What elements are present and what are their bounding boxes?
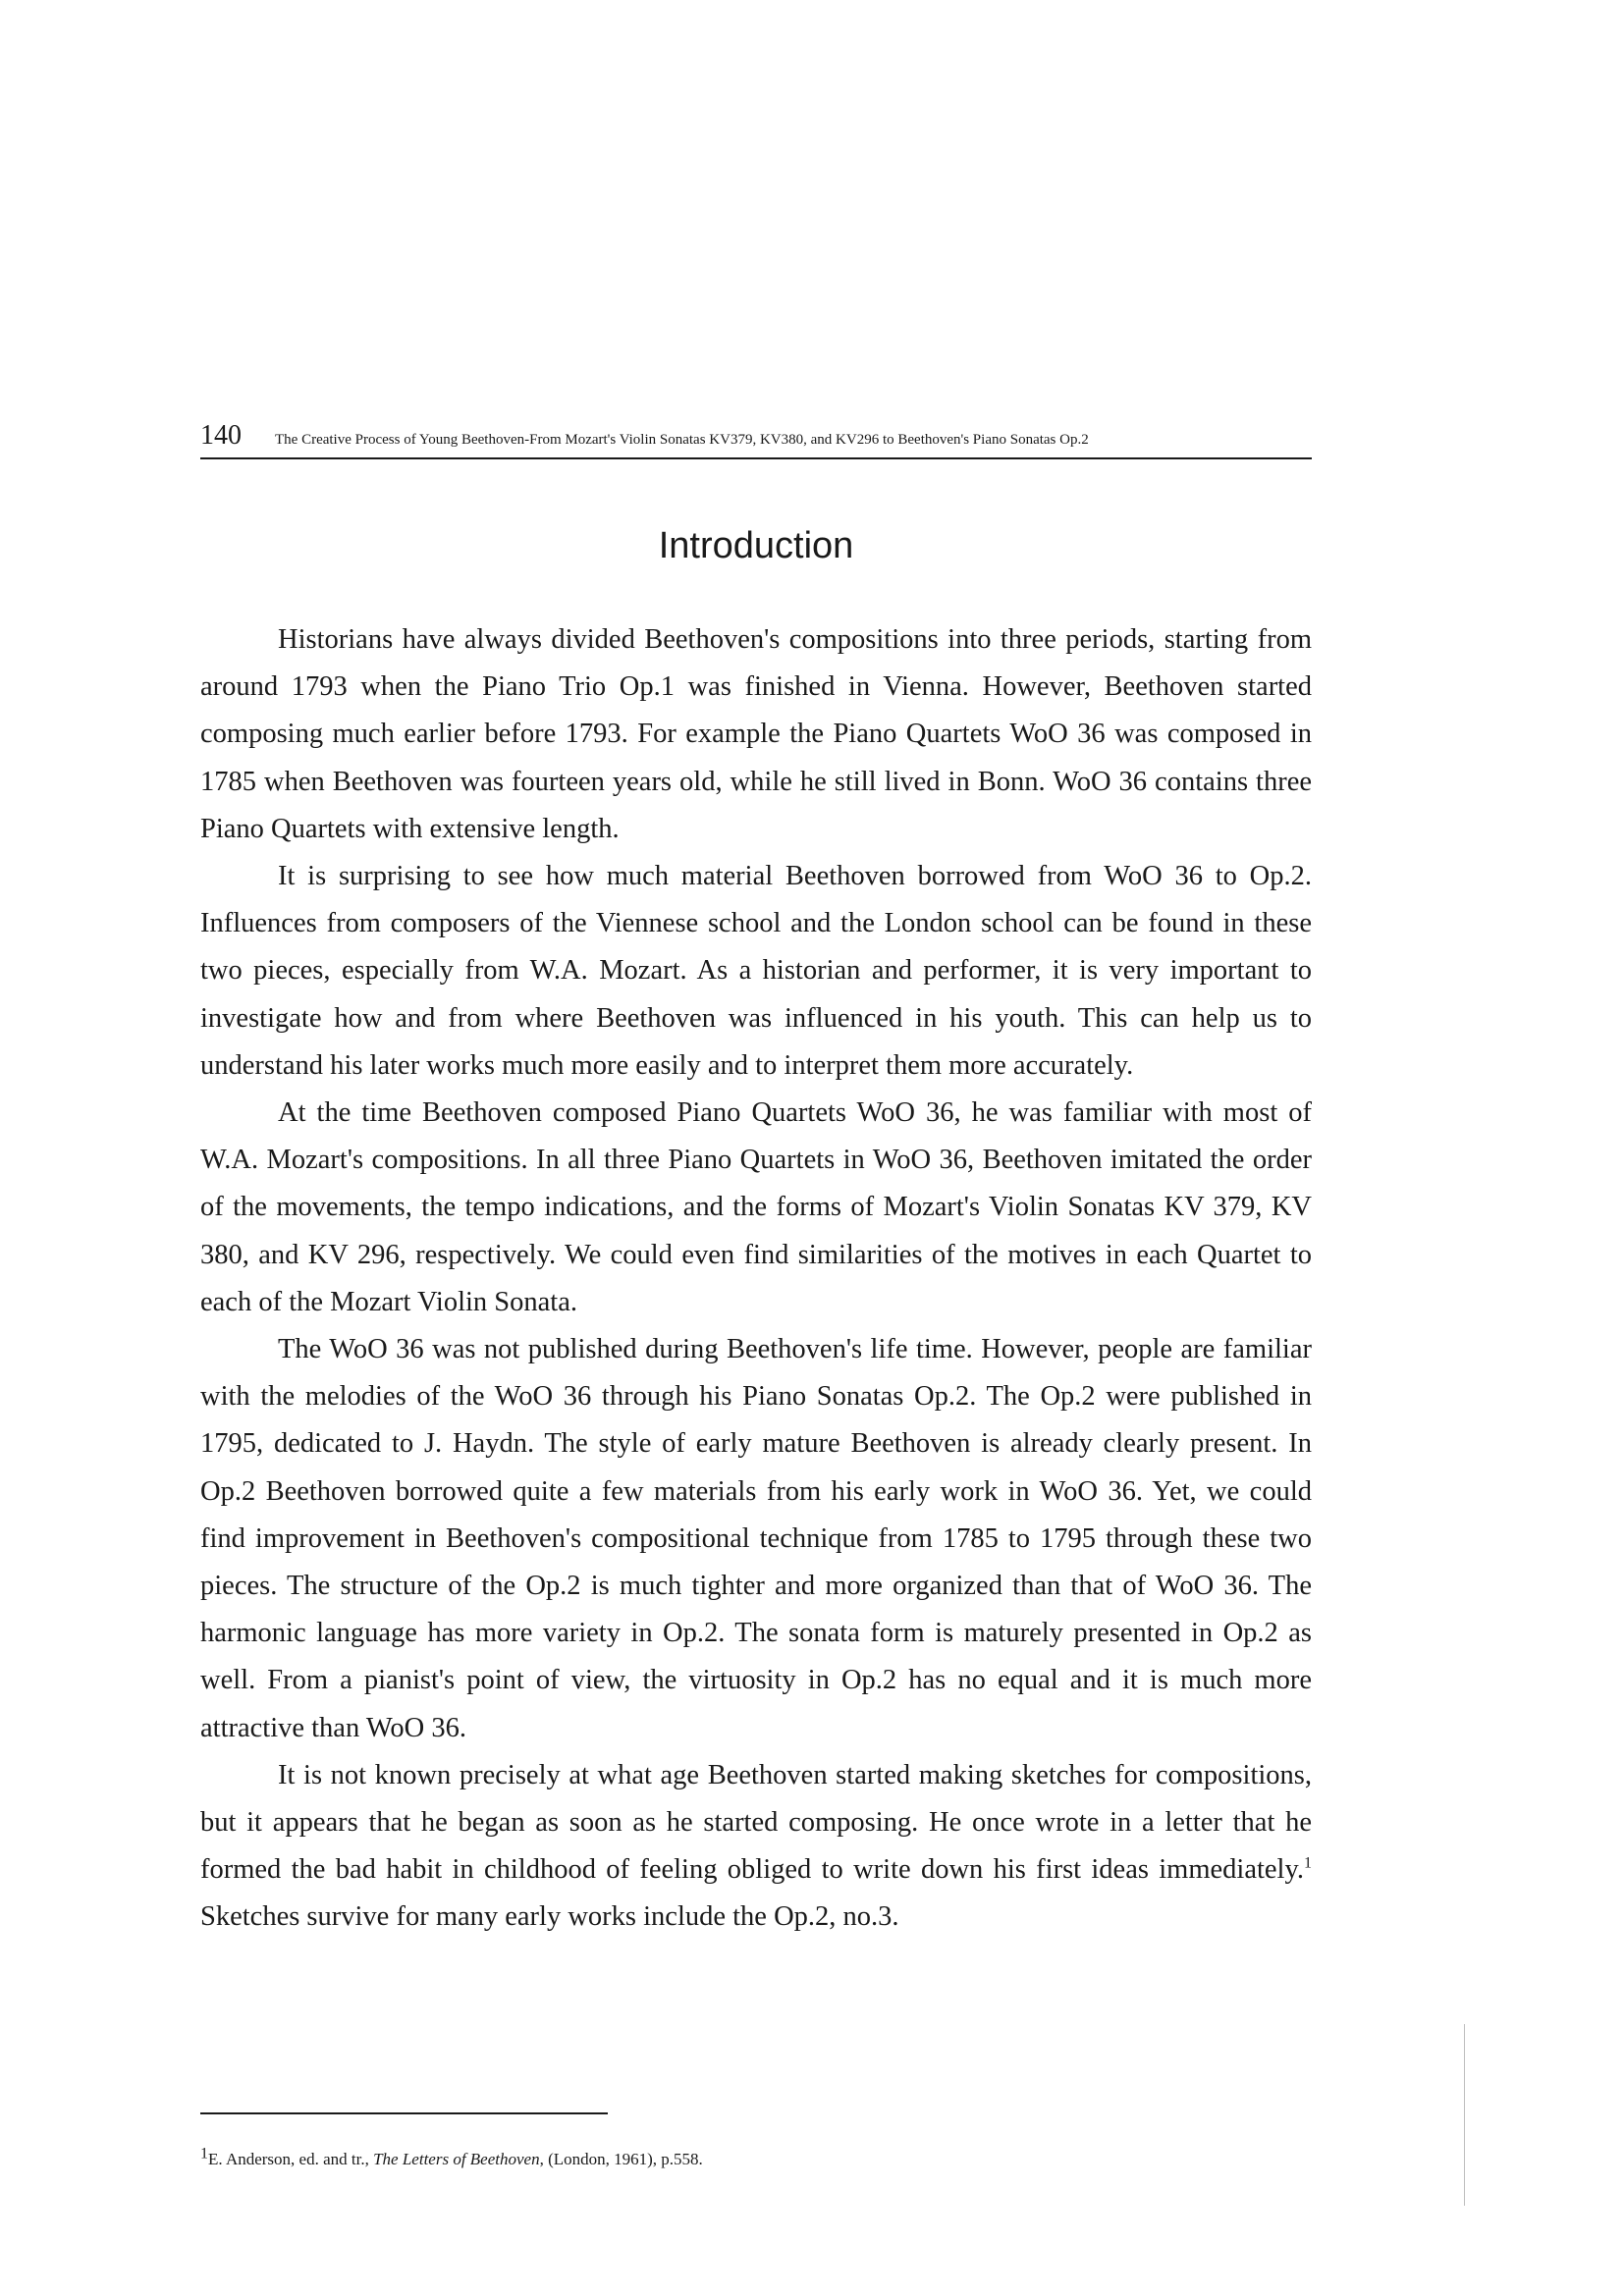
section-title: Introduction xyxy=(658,525,854,566)
running-header xyxy=(200,416,1312,455)
footnote-book-title: The Letters of Beethoven xyxy=(373,2150,540,2168)
footnote xyxy=(200,2145,703,2168)
paragraph-text: It is not known precisely at what age Beethoven started making sketches for compositions, but it appears that he began as soon as he started composing. He once wrote in a letter that he formed the bad habit in childhood of feeling obliged to write down his first ideas immediately. xyxy=(200,1759,1312,1886)
page-number: 140 xyxy=(200,420,242,451)
scan-edge-mark xyxy=(1464,2024,1465,2206)
paragraph: Historians have always divided Beethoven's compositions into three periods, starting from around 1793 when the Piano Trio Op.1 was finished in Vienna. However, Beethoven started composing much earlier before 1793. For example the Piano Quartets WoO 36 was composed in 1785 when Beethoven was fourteen years old, while he still lived in Bonn. WoO 36 contains three Piano Quartets with extensive length. xyxy=(200,624,1312,844)
paragraph-text: Sketches survive for many early works include the Op.2, no.3. xyxy=(200,1901,899,1933)
footnote-marker: 1 xyxy=(200,2145,208,2163)
paragraph: It is surprising to see how much material Beethoven borrowed from WoO 36 to Op.2. Influences from composers of the Viennese school and the London school can be found in these two pieces, especially from W.A. Mozart. As a historian and performer, it is very important to investigate how and from where Beethoven was influenced in his youth. This can help us to understand his later works much more easily and to interpret them more accurately. xyxy=(200,861,1312,1081)
footnote-text: , (London, 1961), p.558. xyxy=(539,2150,703,2168)
body-text xyxy=(200,616,1312,1942)
running-title: The Creative Process of Young Beethoven-From Mozart's Violin Sonatas KV379, KV380, and KV296 to Beethoven's Piano Sonatas Op.2 xyxy=(275,432,1089,448)
paragraph: The WoO 36 was not published during Beethoven's life time. However, people are familiar with the melodies of the WoO 36 through his Piano Sonatas Op.2. The Op.2 were published in 1795, dedicated to J. Haydn. The style of early mature Beethoven is already clearly present. In Op.2 Beethoven borrowed quite a few materials from his early work in WoO 36. Yet, we could find improvement in Beethoven's compositional technique from 1785 to 1795 through these two pieces. The structure of the Op.2 is much tighter and more organized than that of WoO 36. The harmonic language has more variety in Op.2. The sonata form is maturely presented in Op.2 as well. From a pianist's point of view, the virtuosity in Op.2 has no equal and it is much more attractive than WoO 36. xyxy=(200,1334,1312,1743)
paragraph: At the time Beethoven composed Piano Quartets WoO 36, he was familiar with most of W.A. Mozart's compositions. In all three Piano Quartets in WoO 36, Beethoven imitated the order of the movements, the tempo indications, and the forms of Mozart's Violin Sonatas KV 379, KV 380, and KV 296, respectively. We could even find similarities of the motives in each Quartet to each of the Mozart Violin Sonata. xyxy=(200,1097,1312,1317)
footnote-reference[interactable]: 1 xyxy=(1304,1854,1312,1872)
footnote-text: E. Anderson, ed. and tr., xyxy=(208,2150,374,2168)
paragraph xyxy=(200,1752,1312,1942)
footnote-rule xyxy=(200,2112,608,2114)
header-rule xyxy=(200,457,1312,459)
